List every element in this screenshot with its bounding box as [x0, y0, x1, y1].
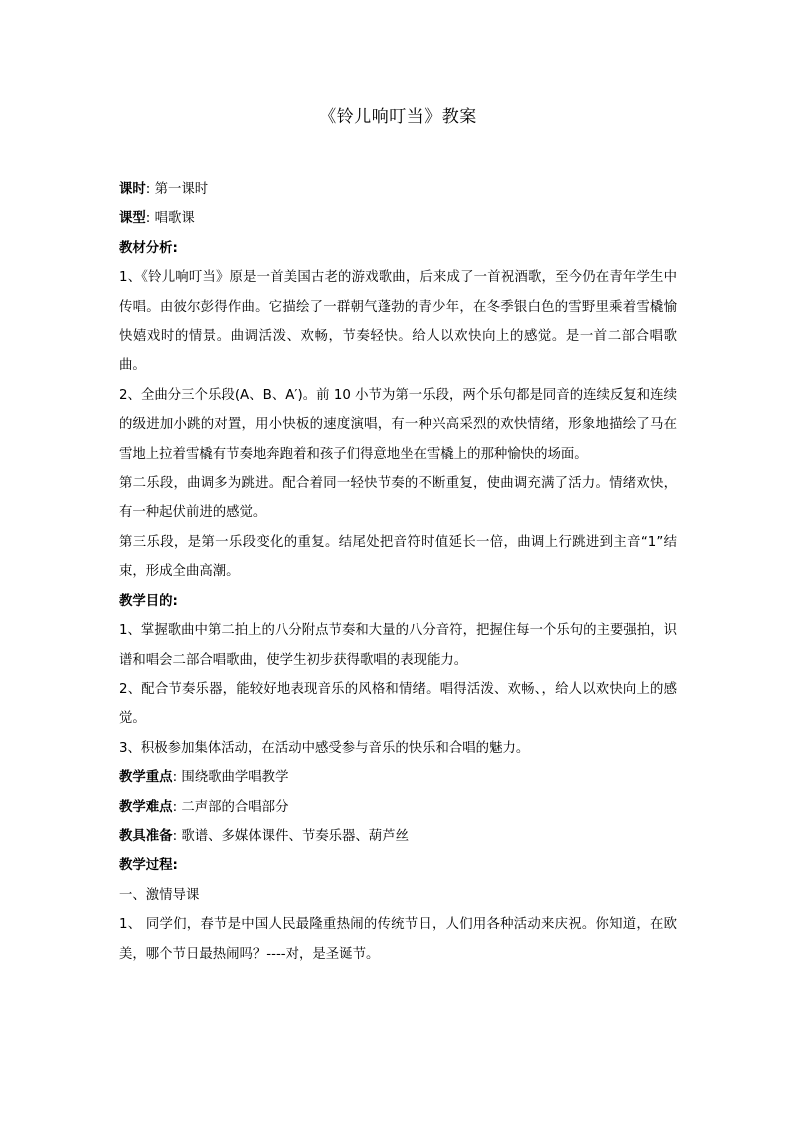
analysis-paragraph: 1、《铃儿响叮当》原是一首美国古老的游戏歌曲，后来成了一首祝酒歌，至今仍在青年学生中传唱。由彼尔彭得作曲。它描绘了一群朝气蓬勃的青少年，在冬季银白色的雪野里乘着雪橇愉快嬉戏时的情景。曲调活泼、欢畅，节奏轻快。给人以欢快向上的感觉。是一首二部合唱歌曲。 [119, 270, 677, 374]
goal-item: 2、配合节奏乐器，能较好地表现音乐的风格和情绪。唱得活泼、欢畅、，给人以欢快向上的感觉。 [119, 681, 677, 727]
analysis-paragraph: 2、全曲分三个乐段(A、B、A′)。前 10 小节为第一乐段，两个乐句都是同音的连续反复和连续的级进加小跳的对置，用小快板的速度演唱，有一种兴高采烈的欢快情绪，形象地描绘了马在雪地上拉着雪橇有节奏地奔跑着和孩子们得意地坐在雪橇上的那种愉快的场面。 [119, 387, 677, 462]
key-point-value: 二声部的合唱部分 [181, 799, 289, 815]
analysis-paragraph: 第二乐段，曲调多为跳进。配合着同一轻快节奏的不断重复，使曲调充满了活力。情绪欢快，有一种起伏前进的感觉。 [119, 476, 677, 521]
key-point-label: 教学重点 [119, 770, 173, 786]
key-point-focus [119, 763, 677, 792]
process-heading: 教学过程: [119, 858, 178, 874]
field-class-period [119, 175, 677, 204]
key-point-label: 教具准备 [119, 828, 173, 844]
process-item: 1、 同学们，春节是中国人民最隆重热闹的传统节日，人们用各种活动来庆祝。你知道，在欧美，哪个节日最热闹吗？----对，是圣诞节。 [119, 917, 677, 962]
analysis-heading: 教材分析: [119, 240, 178, 256]
goal-item: 1、掌握歌曲中第二拍上的八分附点节奏和大量的八分音符，把握住每一个乐句的主要强拍，识谱和唱会二部合唱歌曲，使学生初步获得歌唱的表现能力。 [119, 623, 677, 668]
field-label: 课时 [119, 182, 146, 197]
analysis-paragraph: 第三乐段，是第一乐段变化的重复。结尾处把音符时值延长一倍，曲调上行跳进到主音“1”结束，形成全曲高潮。 [119, 534, 677, 580]
key-point-separator: : [172, 828, 182, 844]
goal-item: 3、积极参加集体活动，在活动中感受参与音乐的快乐和合唱的魅力。 [119, 740, 530, 756]
document-title: 《铃儿响叮当》教案 [319, 107, 477, 127]
document-body [119, 175, 677, 969]
key-point-value: 歌谱、多媒体课件、节奏乐器、葫芦丝 [181, 828, 409, 844]
key-point-label: 教学难点 [119, 799, 173, 815]
field-class-type [119, 204, 677, 233]
field-separator: : [145, 182, 155, 197]
field-value: 第一课时 [154, 182, 209, 197]
key-point-separator: : [172, 770, 182, 786]
field-value: 唱歌课 [154, 211, 195, 227]
key-point-value: 围绕歌曲学唱教学 [181, 770, 289, 786]
field-label: 课型 [119, 211, 146, 227]
key-point-difficulty [119, 793, 677, 822]
process-section: 一、激情导课 [119, 887, 200, 903]
key-point-materials [119, 822, 677, 851]
goals-heading: 教学目的: [119, 593, 178, 609]
key-point-separator: : [172, 799, 182, 815]
field-separator: : [145, 211, 155, 227]
